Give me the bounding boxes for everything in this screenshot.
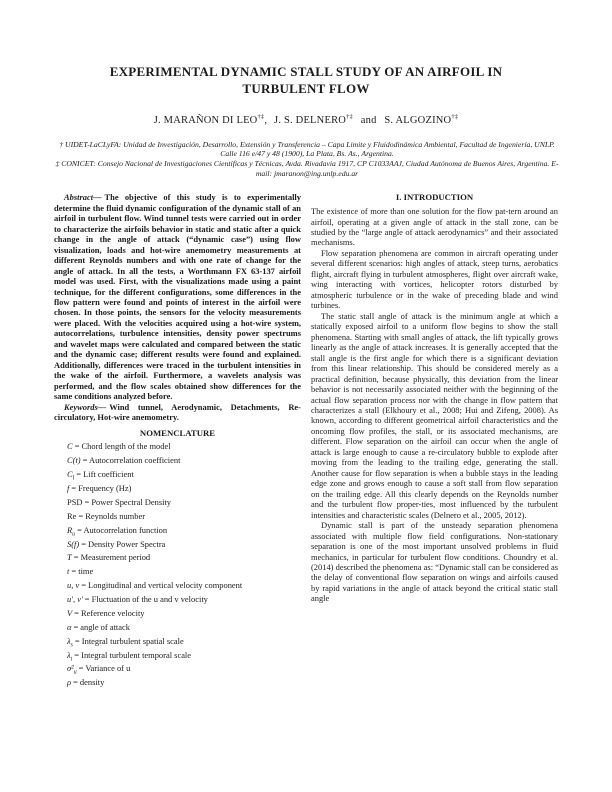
introduction-paragraph: The existence of more than one solution for the flow pat-tern around an airfoil, operating at a given angle of attack in the stall zone, can be studied by the “large angle of attack aerodynamics” and their associated mechanisms. — [311, 206, 558, 248]
symbol: λ — [67, 635, 71, 646]
symbol: u', v' — [67, 594, 83, 604]
nomenclature-item — [67, 663, 301, 677]
symbol: C(t) — [67, 455, 81, 466]
introduction-heading: I. INTRODUCTION — [395, 192, 474, 203]
abstract — [54, 192, 301, 401]
keywords-label: Keywords— — [64, 401, 107, 412]
affiliation-block — [54, 140, 558, 179]
nomenclature-item — [67, 650, 301, 664]
author-separator: , — [264, 114, 268, 126]
nomenclature-item — [67, 608, 301, 622]
symbol: C — [67, 469, 73, 480]
paper-title: EXPERIMENTAL DYNAMIC STALL STUDY OF AN AIRFOIL IN TURBULENT FLOW — [109, 64, 503, 96]
definition: = Chord length of the model — [74, 441, 171, 452]
symbol: Re — [67, 510, 77, 521]
definition: = Reynolds number — [78, 510, 146, 521]
keywords — [54, 402, 301, 423]
symbol: C — [67, 441, 73, 452]
symbol-subscript: u — [73, 670, 77, 677]
author — [384, 115, 458, 126]
symbol: λ — [67, 649, 71, 660]
nomenclature-item — [67, 511, 301, 525]
author — [274, 115, 353, 126]
right-column — [311, 192, 558, 691]
nomenclature-item — [67, 539, 301, 553]
definition: = Integral turbulent spatial scale — [74, 635, 184, 646]
author-and-separator: and — [360, 114, 377, 126]
nomenclature-item — [67, 469, 301, 483]
two-column-body — [54, 192, 558, 691]
author-affiliation-marks: †‡ — [451, 113, 459, 121]
abstract-text: The objective of this study is to experimentally determine the fluid dynamic configuration of the dynamic stall of an airfoil in turbulent flow. Wind tunnel tests were carried out in order to characterize the airfoils behavior in static and static after a quick change in the angle of attack (“dynamic case”) using flow visualization, loads and hot-wire anemometry measurements at different Reynolds numbers and with one rate of change for the angle of attack. In all the tests, a Worthmann FX 63-137 airfoil model was used. First, with the visualizations made using a paint technique, for the different configurations, some differences in the flow pattern were found and points of interest in the airfoil were chosen. In those points, the sensors for the velocity measurements were placed. With the velocities acquired using a hot-wire system, autocorrelations, turbulence intensities, density power spectrums and wavelet maps were calculated and compared between the static and the dynamic case; different results were found and explained. Additionally, differences were traced in the turbulent intensities in the wake of the airfoil. Furthermore, a wavelets analysis was performed, and the flow scales obtained show differences for the same conditions analyzed before. — [54, 192, 301, 402]
nomenclature-item — [67, 580, 301, 594]
nomenclature-item — [67, 552, 301, 566]
symbol: R — [67, 524, 73, 535]
keywords-text: Wind tunnel, Aerodynamic, Detachments, Re-circulatory, Hot-wire anemometry. — [54, 401, 301, 423]
author-name: S. ALGOZINO — [384, 114, 452, 126]
nomenclature-item — [67, 441, 301, 455]
definition: = Longitudinal and vertical velocity component — [81, 580, 243, 591]
author-name: J. MARAÑON DI LEO — [153, 114, 258, 126]
left-column — [54, 192, 301, 691]
definition: = Lift coefficient — [76, 469, 134, 480]
symbol: PSD — [67, 496, 83, 507]
introduction-paragraph: Dynamic stall is part of the unsteady separation phenomena associated with multiple flow field configurations. Non-stationary separation is one of the most important unsolved problems in fluid mechanics, in particular for turbulent flow conditions. Choundry et al. (2014) described the phenomena as: “Dynamic stall can be considered as the delay of conventional flow separation on wings and airfoils caused by rapid variations in the angle of attack beyond the critical static stall angle — [311, 520, 558, 604]
definition: = Frequency (Hz) — [71, 483, 132, 493]
nomenclature-item — [67, 622, 301, 636]
author — [153, 113, 268, 126]
abstract-label: Abstract— — [64, 192, 102, 203]
introduction-paragraph: Flow separation phenomena are common in aircraft operating under several different scenarios: high angles of attack, steep turns, aerobatics flight, aircraft flying in turbulent atmospheres, flight over aircraft wake, wing interacting with vortices, helicopter rotors disturbed by atmospheric turbulence or in the wake of preceding blade and wind turbines. — [311, 247, 558, 311]
nomenclature-item — [67, 594, 301, 608]
symbol: T — [67, 552, 72, 563]
author-affiliation-marks: †‡ — [346, 113, 353, 121]
symbol: f — [67, 483, 70, 493]
definition: = Fluctuation of the u and v velocity — [84, 594, 208, 604]
introduction-paragraph: The static stall angle of attack is the minimum angle at which a statically exposed airfoil to a uniform flow begins to show the stall phenomena. Starting with small angles of attack, the lift typically grows linearly as the angle of attack increases. It is generally accepted that the stall angle is the first angle for which there is a significant deviation from this linear relationship. This should be considered merely as a practical definition, because physically, this deviation from the linear behavior is not necessarily associated neither with the beginning of the actual flow separation process nor with the change in flow pattern that characterizes a stall (Elkhoury et al., 2008; Hui and Zifeng, 2008). As known, according to different geometrical airfoil characteristics and the oncoming flow profiles, the stall, or its associated mechanisms, are different. Flow separation on the airfoil can occur when the angle of attack is large enough to cause a re-circulatory bubble to explode after moving from the leading to the trailing edge, generating the stall. Another cause for flow separation is when a bubble stays in the leading edge zone and grows enough to cause a soft stall from flow separation on the trailing edge. All this clearly depends on the Reynolds number and the turbulent flow proper-ties, most influenced by the turbulent intensities and characteristic scales (Delnero et al., 2005, 2012). — [311, 310, 558, 520]
nomenclature-heading: NOMENCLATURE — [139, 427, 216, 438]
symbol: ρ — [67, 677, 72, 688]
definition: = density — [73, 677, 105, 688]
symbol: S(f) — [67, 538, 80, 549]
definition: = angle of attack — [73, 621, 130, 632]
nomenclature-item — [67, 636, 301, 650]
affiliation-double-dagger: ‡ CONICET: Consejo Nacional de Investigaciones Científicas y Técnicas, Avda. Rivadavia 1917, CP C1033AAJ, Ciudad Autónoma de Buenos Aires, Argentina. E-mail: jmaranon@ing.unlp.edu.ar — [55, 159, 559, 178]
definition: = Integral turbulent temporal scale — [74, 649, 192, 660]
definition: = Reference velocity — [74, 607, 145, 618]
affiliation-dagger: † UIDET-LaCLyFA: Unidad de Investigación, Desarrollo, Extensión y Transferencia – Capa Limite y Fluidodinámica Ambiental, Facultad de Ingeniería, UNLP. Calle 116 e/47 y 48 (1900), La Plata, Bs. As., Argentina. — [59, 139, 555, 159]
nomenclature-item — [67, 497, 301, 511]
symbol: α — [67, 621, 72, 632]
nomenclature-item — [67, 566, 301, 580]
symbol-subscript: t — [70, 656, 73, 663]
symbol: V — [67, 607, 73, 618]
definition: = Measurement period — [73, 552, 151, 563]
definition: = Autocorrelation coefficient — [82, 455, 181, 466]
author-name: J. S. DELNERO — [274, 114, 347, 126]
definition: = Power Spectral Density — [84, 496, 172, 507]
symbol: t — [67, 566, 70, 577]
nomenclature-list — [54, 441, 301, 691]
symbol: σ² — [67, 663, 74, 674]
author-affiliation-marks: †‡ — [257, 113, 265, 121]
author-line — [54, 115, 558, 126]
symbol-subscript: l — [72, 475, 75, 482]
symbol: u, v — [67, 580, 80, 591]
definition: = Autocorrelation function — [77, 524, 168, 535]
nomenclature-item — [67, 483, 301, 497]
definition: = Density Power Spectra — [81, 538, 166, 549]
nomenclature-item — [67, 455, 301, 469]
definition: = Variance of u — [78, 663, 131, 674]
definition: = time — [71, 566, 94, 577]
nomenclature-item — [67, 525, 301, 539]
symbol-subscript: s — [70, 642, 73, 649]
nomenclature-item — [67, 677, 301, 691]
symbol-subscript: u — [72, 531, 76, 538]
